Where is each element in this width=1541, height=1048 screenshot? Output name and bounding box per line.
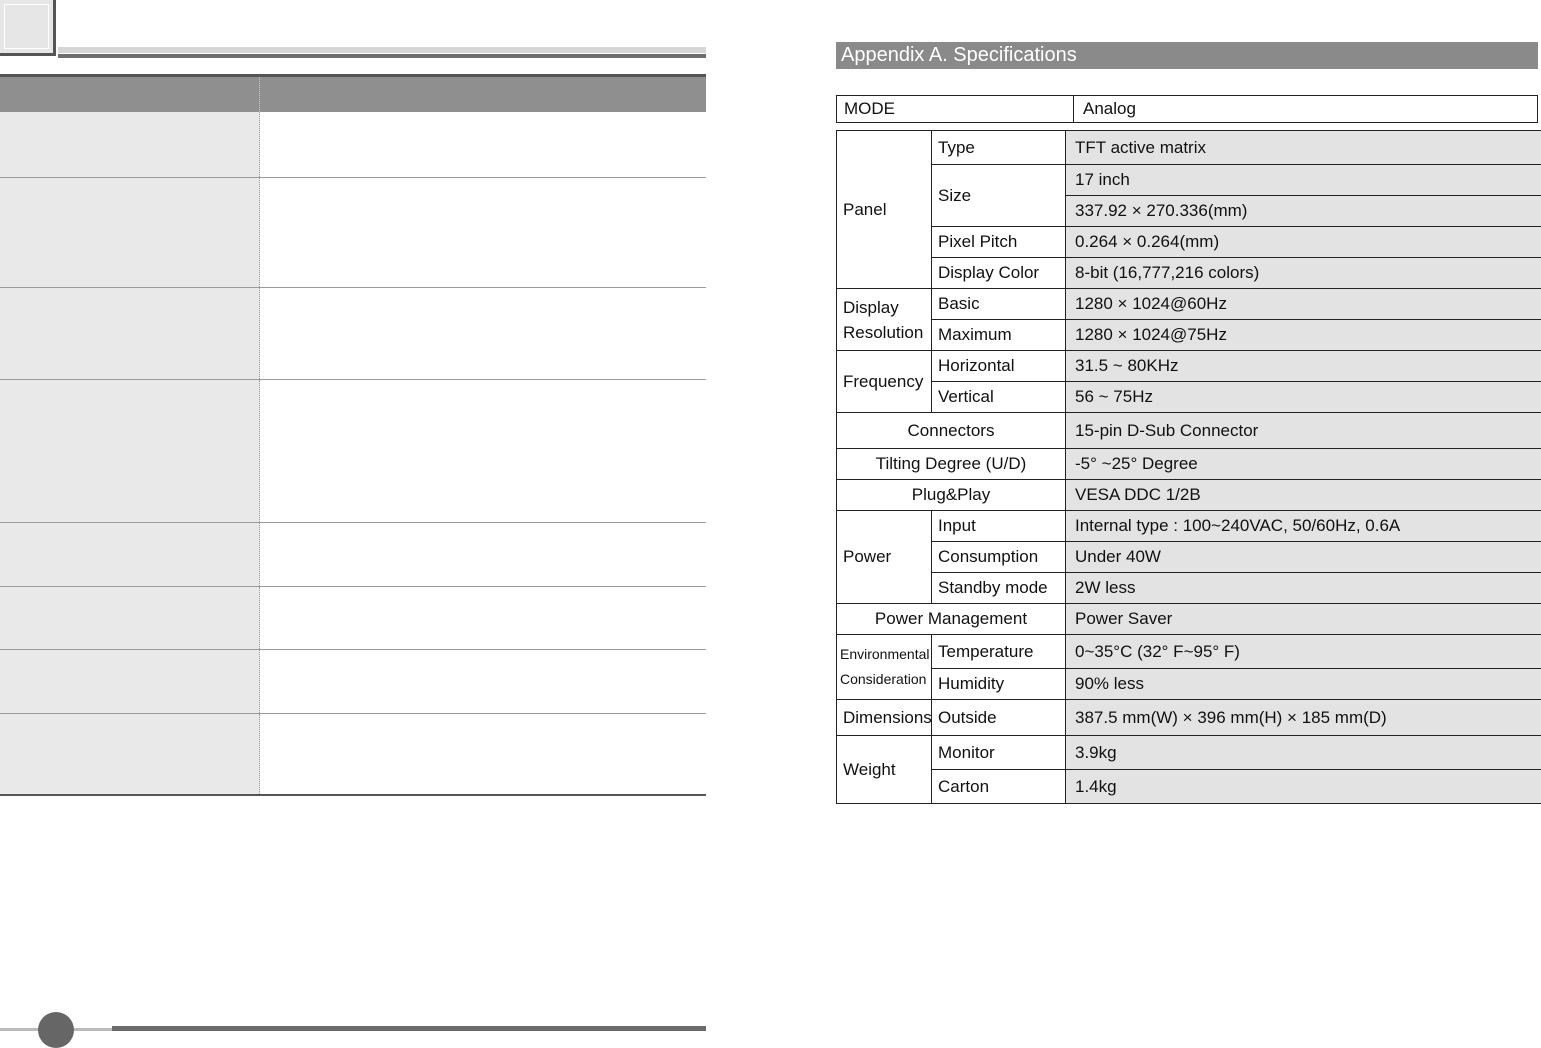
page-number-box	[0, 0, 56, 56]
row-label: Connectors	[837, 413, 1066, 449]
row-value: 2W less	[1066, 573, 1541, 604]
row-value: Under 40W	[1066, 542, 1541, 573]
row-value: 15-pin D-Sub Connector	[1066, 413, 1541, 449]
row-label: Display Color	[932, 258, 1066, 289]
blank-spec-table	[0, 74, 706, 796]
row-label: Humidity	[932, 669, 1066, 700]
specifications-table	[836, 130, 1541, 804]
table-row	[837, 258, 1541, 289]
row-label: Monitor	[932, 736, 1066, 770]
group-label-line: Consideration	[840, 671, 927, 687]
row-value: VESA DDC 1/2B	[1066, 480, 1541, 511]
row-label: Carton	[932, 770, 1066, 804]
row-value: -5° ~25° Degree	[1066, 449, 1541, 480]
header-rule	[58, 47, 706, 58]
row-value: 56 ~ 75Hz	[1066, 382, 1541, 413]
table-row	[837, 511, 1541, 542]
row-label: Type	[932, 131, 1066, 165]
row-value: Power Saver	[1066, 604, 1541, 635]
table-row	[837, 289, 1541, 320]
group-label	[837, 635, 932, 700]
table-row	[837, 449, 1541, 480]
table-row	[837, 413, 1541, 449]
row-label: Tilting Degree (U/D)	[837, 449, 1066, 480]
header-cell	[0, 77, 260, 112]
row-label: Power Management	[837, 604, 1066, 635]
group-label-line: Environmental	[840, 646, 930, 662]
row-value: 1280 × 1024@60Hz	[1066, 289, 1541, 320]
row-label: Basic	[932, 289, 1066, 320]
table-row	[0, 288, 706, 380]
table-row	[0, 714, 706, 796]
table-row	[837, 770, 1541, 804]
group-label	[837, 289, 932, 351]
row-value: TFT active matrix	[1066, 131, 1541, 165]
row-value: 90% less	[1066, 669, 1541, 700]
row-label: Consumption	[932, 542, 1066, 573]
table-row	[837, 573, 1541, 604]
table-row	[0, 178, 706, 288]
table-row	[0, 523, 706, 587]
row-label: Size	[932, 165, 1066, 227]
table-row	[0, 112, 706, 178]
mode-value: Analog	[1083, 99, 1136, 118]
row-label: Input	[932, 511, 1066, 542]
footer-rule	[112, 1026, 706, 1031]
row-label: Temperature	[932, 635, 1066, 669]
header-cell	[260, 77, 706, 112]
row-value: 3.9kg	[1066, 736, 1541, 770]
table-row	[837, 736, 1541, 770]
row-value: 0.264 × 0.264(mm)	[1066, 227, 1541, 258]
page-number-circle	[38, 1012, 74, 1048]
group-label: Power	[837, 511, 932, 604]
row-value: 1280 × 1024@75Hz	[1066, 320, 1541, 351]
table-row	[837, 700, 1541, 736]
row-value: 1.4kg	[1066, 770, 1541, 804]
mode-label: MODE	[837, 96, 1074, 122]
table-row	[837, 542, 1541, 573]
row-label: Horizontal	[932, 351, 1066, 382]
row-value: 337.92 × 270.336(mm)	[1066, 196, 1541, 227]
row-value: 0~35°C (32° F~95° F)	[1066, 635, 1541, 669]
row-value: 17 inch	[1066, 165, 1541, 196]
table-row	[837, 131, 1541, 165]
row-label: Standby mode	[932, 573, 1066, 604]
row-label: Pixel Pitch	[932, 227, 1066, 258]
table-row	[837, 320, 1541, 351]
mode-row	[836, 95, 1538, 123]
table-row	[0, 650, 706, 714]
blank-table-header	[0, 77, 706, 112]
appendix-title: Appendix A. Specifications	[836, 42, 1538, 69]
row-value: Internal type : 100~240VAC, 50/60Hz, 0.6A	[1066, 511, 1541, 542]
row-label: Vertical	[932, 382, 1066, 413]
table-row	[837, 604, 1541, 635]
group-label: Dimensions	[837, 700, 932, 736]
group-label: Panel	[837, 131, 932, 289]
table-row	[0, 587, 706, 650]
table-row	[837, 382, 1541, 413]
row-label: Maximum	[932, 320, 1066, 351]
group-label: Frequency	[837, 351, 932, 413]
table-row	[837, 480, 1541, 511]
group-label-line: Resolution	[843, 322, 924, 342]
footer-rule	[74, 1028, 112, 1031]
table-row	[837, 351, 1541, 382]
group-label: Weight	[837, 736, 932, 804]
row-value: 31.5 ~ 80KHz	[1066, 351, 1541, 382]
table-row	[837, 227, 1541, 258]
row-value: 8-bit (16,777,216 colors)	[1066, 258, 1541, 289]
table-row	[837, 635, 1541, 669]
table-row	[837, 165, 1541, 196]
row-label: Plug&Play	[837, 480, 1066, 511]
table-row	[837, 669, 1541, 700]
group-label-line: Display	[843, 297, 899, 317]
row-label: Outside	[932, 700, 1066, 736]
row-value: 387.5 mm(W) × 396 mm(H) × 185 mm(D)	[1066, 700, 1541, 736]
table-row	[0, 380, 706, 523]
